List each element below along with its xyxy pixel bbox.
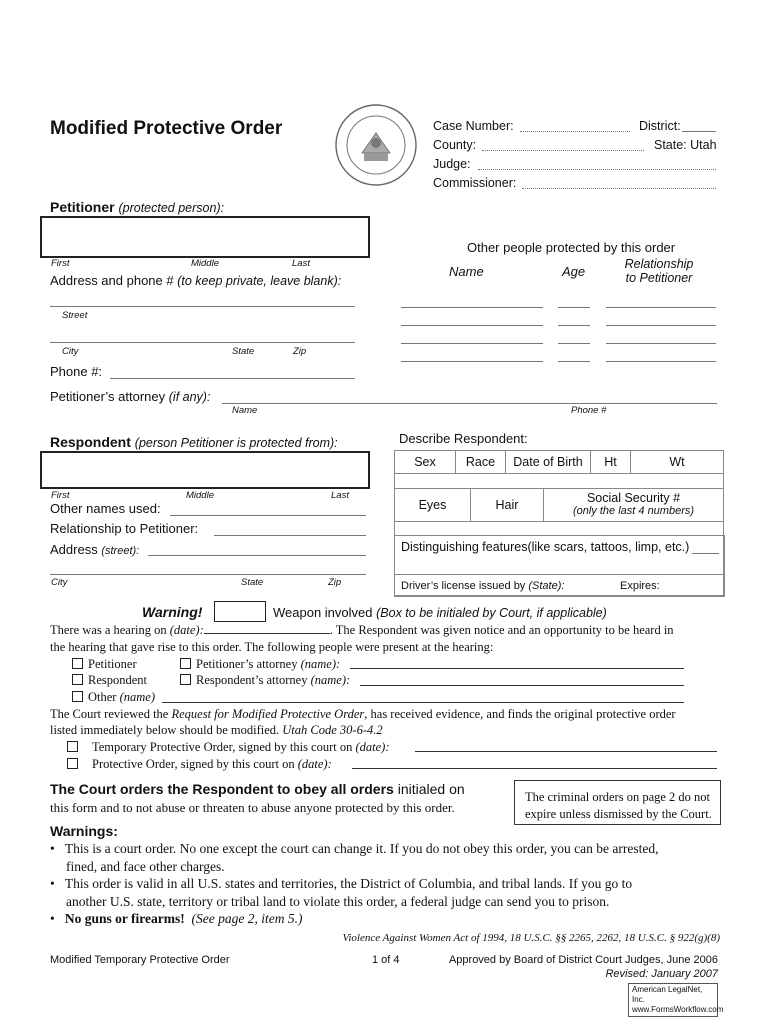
orders-line1 [50,781,465,797]
others-age-field[interactable] [558,343,590,344]
commissioner-field[interactable] [522,188,716,189]
ht-label: Ht [604,455,617,469]
license-note: (State): [528,580,565,592]
prot-order-option[interactable] [67,757,332,772]
hearing-text-a: There was a hearing on [50,623,167,637]
respondent-city-label: City [51,577,68,588]
date-note: (date): [355,740,390,754]
footer-page-number: 1 of 4 [372,954,400,966]
others-relationship-header [623,257,695,285]
other-names-label: Other names used: [50,501,161,516]
weapon-initial-box[interactable] [214,601,266,622]
state-label: State: Utah [654,138,717,152]
present-pet-attorney-label: Petitioner’s attorney [196,657,298,671]
warning-item-2: • This order is valid in all U.S. states and territories, the District of Columbia, and tribal lands. If you go to [50,876,633,891]
petitioner-middle-label: Middle [191,258,219,269]
describe-license[interactable] [394,574,725,597]
respondent-heading [50,434,338,450]
criminal-note-line1: The criminal orders on page 2 do not [525,790,711,804]
others-age-field[interactable] [558,361,590,362]
petitioner-address-note: (to keep private, leave blank): [177,274,342,288]
review-text-c: , has received evidence, and finds the original protective order [364,707,676,721]
checkbox[interactable] [72,691,83,702]
wt-label: Wt [669,455,685,469]
orders-bold: The Court orders the Respondent to obey all orders [50,781,394,797]
present-pet-attorney[interactable] [180,657,340,672]
footer-approved: Approved by Board of District Court Judges, June 2006 [448,954,718,966]
judge-field[interactable] [478,169,716,170]
hearing-line2: the hearing that gave rise to this order. The following people were present at the hearing: [50,640,494,654]
attorney-name-label: Name [232,405,258,416]
others-heading: Other people protected by this order [467,240,676,255]
warning-2-line1: This order is valid in all U.S. states and territories, the District of Columbia, and tribal lands. If you go to [64,876,633,891]
review-text-a: The Court reviewed the [50,707,169,721]
present-other[interactable] [72,690,155,705]
warning-3-bold: No guns or firearms! [64,911,185,926]
checkbox[interactable] [72,674,83,685]
hearing-date-field[interactable] [204,623,330,634]
others-name-field[interactable] [401,325,543,326]
petitioner-street-field[interactable] [50,306,355,307]
temp-order-date-field[interactable] [415,751,717,752]
present-respondent-label: Respondent [88,673,148,687]
petitioner-last-label: Last [292,258,310,269]
other-name-field[interactable] [162,702,684,703]
hearing-line1 [50,623,674,638]
review-line1 [50,707,676,722]
weapon-note: (Box to be initialed by Court, if applicable) [376,606,607,620]
utah-code: Utah Code 30-6-4.2 [282,723,383,737]
attorney-phone-label: Phone # [571,405,607,416]
criminal-note-line2: expire unless dismissed by the Court. [525,807,712,821]
respondent-name-box[interactable] [40,451,370,489]
others-relationship-field[interactable] [606,343,716,344]
hearing-text-c: . The Respondent was given notice and an opportunity to be heard in [329,623,674,637]
others-age-field[interactable] [558,307,590,308]
describe-eyes[interactable] [394,488,471,522]
page-title: Modified Protective Order [50,118,283,139]
temp-order-label: Temporary Protective Order, signed by this court on [92,740,353,754]
describe-ht[interactable] [590,450,631,474]
warning-item-1: • This is a court order. No one except the court can change it. If you do not obey this order, you can be arrested, [50,841,659,856]
pet-attorney-name-field[interactable] [350,668,684,669]
warning-3-rest: (See page 2, item 5.) [191,911,303,926]
present-resp-attorney-label: Respondent’s attorney [196,673,308,687]
review-request-name: Request for Modified Protective Order [171,707,365,721]
respondent-heading-text: Respondent [50,434,131,450]
warning-1-line1: This is a court order. No one except the court can change it. If you do not obey this order, you can be arrested, [64,841,659,856]
hearing-date-note: (date): [169,623,204,637]
review-line2 [50,723,383,738]
petitioner-state-label: State [232,346,255,357]
petitioner-attorney-field[interactable] [222,403,717,404]
others-relationship-field[interactable] [606,325,716,326]
describe-wt[interactable] [630,450,724,474]
criminal-orders-note [514,780,721,825]
petitioner-phone-field[interactable] [110,378,355,379]
describe-features[interactable] [394,535,725,575]
ssn-label: Social Security # [586,491,681,505]
respondent-middle-label: Middle [186,490,214,501]
checkbox[interactable] [67,758,78,769]
stamp-line2: www.FormsWorkflow.com [632,1005,724,1014]
sex-label: Sex [414,455,436,469]
footer-form-name: Modified Temporary Protective Order [50,954,230,966]
warning-label: Warning! [142,604,203,620]
respondent-address-text: Address [50,542,98,557]
name-note: (name): [300,657,341,671]
vawa-citation: Violence Against Women Act of 1994, 18 U.S.C. §§ 2265, 2262, 18 U.S.C. § 922(g)(8) [342,932,720,944]
hair-label: Hair [495,498,519,512]
describe-hair[interactable] [470,488,544,522]
checkbox[interactable] [180,658,191,669]
respondent-state-label: State [241,577,264,588]
features-label: Distinguishing features(like scars, tattoos, limp, etc.) [401,540,690,554]
county-label: County: [433,138,477,152]
respondent-city-field[interactable] [50,574,366,575]
name-note: (name): [310,673,351,687]
petitioner-attorney-label [50,389,210,404]
race-label: Race [465,455,496,469]
temp-order-option[interactable] [67,740,390,755]
others-relationship-field[interactable] [606,307,716,308]
expires-label: Expires: [620,580,660,592]
respondent-street-field[interactable] [148,555,366,556]
relationship-label: Relationship to Petitioner: [50,521,199,536]
petitioner-address-text: Address and phone # [50,273,174,288]
respondent-address-label [50,542,139,557]
petitioner-zip-label: Zip [293,346,307,357]
license-label [401,580,564,592]
others-name-header: Name [449,264,484,279]
features-field [692,553,719,554]
petitioner-heading-note: (protected person): [118,201,225,215]
describe-dob[interactable] [505,450,591,474]
district-field[interactable] [682,131,716,132]
relationship-field[interactable] [214,535,366,536]
relationship-line2: to Petitioner [625,271,693,285]
warning-item-2-cont: another U.S. state, territory or tribal land to violate this order, a federal judge can send you to prison. [66,893,610,909]
license-text: Driver’s license issued by [401,580,526,592]
review-text-2a: listed immediately below should be modified. [50,723,280,737]
describe-race[interactable] [455,450,506,474]
present-resp-attorney[interactable] [180,673,350,688]
petitioner-phone-label: Phone #: [50,364,103,379]
eyes-label: Eyes [418,498,447,512]
petitioner-name-box[interactable] [40,216,370,258]
checkbox[interactable] [67,741,78,752]
others-name-field[interactable] [401,307,543,308]
case-number-label: Case Number: [433,119,514,133]
orders-rest: initialed on [393,781,465,797]
present-respondent[interactable] [72,673,147,688]
describe-ssn[interactable] [543,488,724,522]
petitioner-attorney-text: Petitioner’s attorney [50,389,166,404]
petitioner-heading [50,199,224,215]
petitioner-first-label: First [51,258,70,269]
stamp-line1: American LegalNet, Inc. [632,985,703,1004]
petitioner-city-field[interactable] [50,342,355,343]
district-label: District: [639,119,681,133]
warnings-list [50,840,659,928]
legalnet-stamp [628,983,724,1017]
warning-item-1-cont: fined, and face other charges. [66,858,225,874]
date-note: (date): [297,757,332,771]
checkbox[interactable] [72,658,83,669]
commissioner-label: Commissioner: [433,176,517,190]
respondent-heading-note: (person Petitioner is protected from): [134,436,338,450]
others-age-header: Age [562,264,586,279]
state-seal [334,103,418,187]
relationship-line1: Relationship [624,257,694,271]
respondent-last-label: Last [331,490,349,501]
county-field[interactable] [482,150,644,151]
footer-revised: Revised: January 2007 [605,968,718,980]
judge-label: Judge: [433,157,471,171]
other-note: (name) [119,690,155,704]
respondent-first-label: First [51,490,70,501]
others-age-field[interactable] [558,325,590,326]
respondent-address-note: (street): [101,545,140,557]
respondent-zip-label: Zip [328,577,342,588]
prot-order-date-field[interactable] [352,768,717,769]
present-petitioner[interactable] [72,657,137,672]
petitioner-city-label: City [62,346,79,357]
ssn-note: (only the last 4 numbers) [572,505,695,517]
warnings-heading: Warnings: [50,823,118,839]
checkbox[interactable] [180,674,191,685]
petitioner-address-label [50,273,341,288]
others-name-field[interactable] [401,361,543,362]
orders-line2: this form and to not abuse or threaten to abuse anyone protected by this order. [50,800,455,815]
petitioner-street-label: Street [62,310,88,321]
warning-item-3: • No guns or firearms! (See page 2, item 5.) [50,911,303,926]
present-other-label: Other [88,690,117,704]
present-petitioner-label: Petitioner [88,657,137,671]
prot-order-label: Protective Order, signed by this court on [92,757,295,771]
resp-attorney-name-field[interactable] [360,685,684,686]
others-name-field[interactable] [401,343,543,344]
other-names-field[interactable] [170,515,366,516]
dob-label: Date of Birth [513,455,583,469]
describe-sex[interactable] [394,450,456,474]
petitioner-heading-text: Petitioner [50,199,115,215]
weapon-line [273,605,607,620]
others-relationship-field[interactable] [606,361,716,362]
describe-heading: Describe Respondent: [399,431,528,446]
case-number-field[interactable] [520,131,630,132]
weapon-text: Weapon involved [273,605,373,620]
describe-table [394,450,724,596]
petitioner-attorney-note: (if any): [168,390,211,404]
